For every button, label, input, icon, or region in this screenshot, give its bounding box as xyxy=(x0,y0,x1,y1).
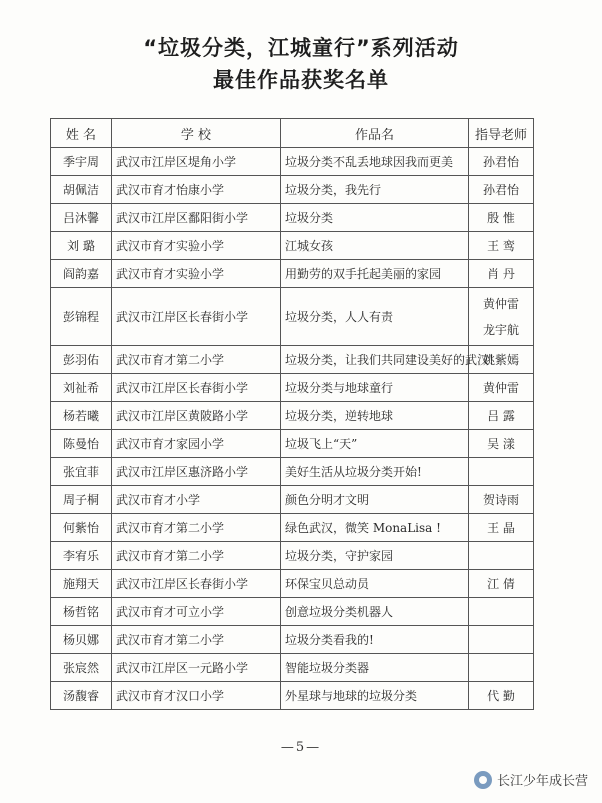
table-row xyxy=(51,148,534,176)
cell-name: 胡佩洁 xyxy=(51,176,112,204)
cell-work: 垃圾分类，守护家园 xyxy=(281,542,469,570)
table-row xyxy=(51,402,534,430)
table-row xyxy=(51,204,534,232)
teacher-name: 孙君怡 xyxy=(482,154,519,169)
cell-teacher xyxy=(469,148,534,176)
cell-work: 垃圾分类，让我们共同建设美好的武汉! xyxy=(281,346,469,374)
cell-teacher xyxy=(469,598,534,626)
cell-name: 何紫怡 xyxy=(51,514,112,542)
header-school: 学 校 xyxy=(112,119,281,148)
table-row xyxy=(51,458,534,486)
cell-name: 陈曼怡 xyxy=(51,430,112,458)
teacher-name: 龙宇航 xyxy=(482,322,519,337)
cell-teacher xyxy=(469,542,534,570)
cell-work: 垃圾分类不乱丢地球因我而更美 xyxy=(281,148,469,176)
cell-name: 张宜菲 xyxy=(51,458,112,486)
teacher-name: 孙君怡 xyxy=(482,182,519,197)
cell-school: 武汉市育才第二小学 xyxy=(112,542,281,570)
cell-work: 绿色武汉，微笑 MonaLisa ! xyxy=(281,514,469,542)
table-row xyxy=(51,288,534,346)
table-header-row xyxy=(51,119,534,148)
cell-name: 杨若曦 xyxy=(51,402,112,430)
table-row xyxy=(51,176,534,204)
cell-school: 武汉市江岸区长春街小学 xyxy=(112,374,281,402)
cell-teacher xyxy=(469,260,534,288)
cell-work: 垃圾分类 xyxy=(281,204,469,232)
table-row xyxy=(51,232,534,260)
cell-name: 周子桐 xyxy=(51,486,112,514)
cell-name: 彭锦程 xyxy=(51,288,112,346)
cell-work: 创意垃圾分类机器人 xyxy=(281,598,469,626)
cell-name: 施翔天 xyxy=(51,570,112,598)
teacher-name: 殷 惟 xyxy=(487,210,515,225)
teacher-name: 江 倩 xyxy=(487,576,515,591)
cell-work: 垃圾分类与地球童行 xyxy=(281,374,469,402)
cell-name: 吕沐馨 xyxy=(51,204,112,232)
cell-teacher xyxy=(469,176,534,204)
cell-name: 彭羽佑 xyxy=(51,346,112,374)
cell-school: 武汉市育才实验小学 xyxy=(112,232,281,260)
cell-work: 颜色分明才文明 xyxy=(281,486,469,514)
table-row xyxy=(51,346,534,374)
cell-work: 环保宝贝总动员 xyxy=(281,570,469,598)
award-table xyxy=(50,118,534,710)
cell-teacher xyxy=(469,430,534,458)
cell-teacher xyxy=(469,682,534,710)
teacher-name: 吕 露 xyxy=(487,408,515,423)
table-row xyxy=(51,260,534,288)
header-work: 作品名 xyxy=(281,119,469,148)
table-row xyxy=(51,570,534,598)
cell-teacher xyxy=(469,626,534,654)
teacher-name: 吴 漾 xyxy=(487,436,515,451)
cell-name: 李宥乐 xyxy=(51,542,112,570)
cell-school: 武汉市江岸区鄱阳街小学 xyxy=(112,204,281,232)
teacher-name: 黄仲雷 xyxy=(482,380,519,395)
watermark-text: 长江少年成长营 xyxy=(496,774,588,789)
cell-work: 美好生活从垃圾分类开始! xyxy=(281,458,469,486)
cell-teacher xyxy=(469,654,534,682)
cell-school: 武汉市育才第二小学 xyxy=(112,626,281,654)
cell-name: 杨哲铭 xyxy=(51,598,112,626)
cell-work: 智能垃圾分类器 xyxy=(281,654,469,682)
cell-name: 汤馥睿 xyxy=(51,682,112,710)
cell-school: 武汉市育才小学 xyxy=(112,486,281,514)
teacher-name: 贺诗雨 xyxy=(482,492,519,507)
cell-school: 武汉市育才可立小学 xyxy=(112,598,281,626)
teacher-name: 黄仲雷 xyxy=(482,296,519,311)
cell-work: 垃圾飞上“天” xyxy=(281,430,469,458)
teacher-name: 王 晶 xyxy=(487,520,515,535)
teacher-name: 姚紫嫣 xyxy=(482,352,519,367)
table-row xyxy=(51,430,534,458)
document-title-line1: “垃圾分类，江城童行”系列活动 xyxy=(143,36,459,60)
cell-name: 刘祉希 xyxy=(51,374,112,402)
header-teacher: 指导老师 xyxy=(469,119,534,148)
watermark xyxy=(474,770,588,789)
cell-school: 武汉市育才实验小学 xyxy=(112,260,281,288)
cell-school: 武汉市江岸区堤角小学 xyxy=(112,148,281,176)
table-row xyxy=(51,654,534,682)
cell-teacher xyxy=(469,486,534,514)
cell-work: 外星球与地球的垃圾分类 xyxy=(281,682,469,710)
cell-work: 用勤劳的双手托起美丽的家园 xyxy=(281,260,469,288)
cell-teacher xyxy=(469,204,534,232)
cell-teacher xyxy=(469,232,534,260)
cell-school: 武汉市育才家园小学 xyxy=(112,430,281,458)
cell-school: 武汉市江岸区长春街小学 xyxy=(112,288,281,346)
cell-school: 武汉市育才汉口小学 xyxy=(112,682,281,710)
cell-school: 武汉市江岸区一元路小学 xyxy=(112,654,281,682)
cell-work: 垃圾分类，人人有责 xyxy=(281,288,469,346)
cell-work: 江城女孩 xyxy=(281,232,469,260)
teacher-name: 王 鸾 xyxy=(487,238,515,253)
cell-name: 阎韵嘉 xyxy=(51,260,112,288)
teacher-name: 肖 丹 xyxy=(487,266,515,281)
cell-school: 武汉市育才怡康小学 xyxy=(112,176,281,204)
cell-school: 武汉市江岸区黄陂路小学 xyxy=(112,402,281,430)
document-title-line2: 最佳作品获奖名单 xyxy=(213,68,389,92)
cell-name: 杨贝娜 xyxy=(51,626,112,654)
cell-teacher xyxy=(469,402,534,430)
cell-school: 武汉市育才第二小学 xyxy=(112,346,281,374)
page-number: —5— xyxy=(280,740,322,755)
table-row xyxy=(51,598,534,626)
cell-teacher xyxy=(469,458,534,486)
cell-school: 武汉市江岸区长春街小学 xyxy=(112,570,281,598)
cell-teacher xyxy=(469,570,534,598)
table-row xyxy=(51,486,534,514)
header-name: 姓 名 xyxy=(51,119,112,148)
table-row xyxy=(51,514,534,542)
cell-work: 垃圾分类，逆转地球 xyxy=(281,402,469,430)
teacher-name: 代 勤 xyxy=(487,688,515,703)
cell-name: 张宸然 xyxy=(51,654,112,682)
table-row xyxy=(51,626,534,654)
wechat-account-icon xyxy=(474,771,492,789)
table-row xyxy=(51,374,534,402)
cell-teacher xyxy=(469,288,534,346)
cell-teacher xyxy=(469,374,534,402)
cell-name: 刘 璐 xyxy=(51,232,112,260)
cell-school: 武汉市江岸区惠济路小学 xyxy=(112,458,281,486)
table-row xyxy=(51,542,534,570)
table-row xyxy=(51,682,534,710)
cell-name: 季宇周 xyxy=(51,148,112,176)
cell-school: 武汉市育才第二小学 xyxy=(112,514,281,542)
cell-teacher xyxy=(469,514,534,542)
cell-work: 垃圾分类看我的! xyxy=(281,626,469,654)
cell-work: 垃圾分类，我先行 xyxy=(281,176,469,204)
